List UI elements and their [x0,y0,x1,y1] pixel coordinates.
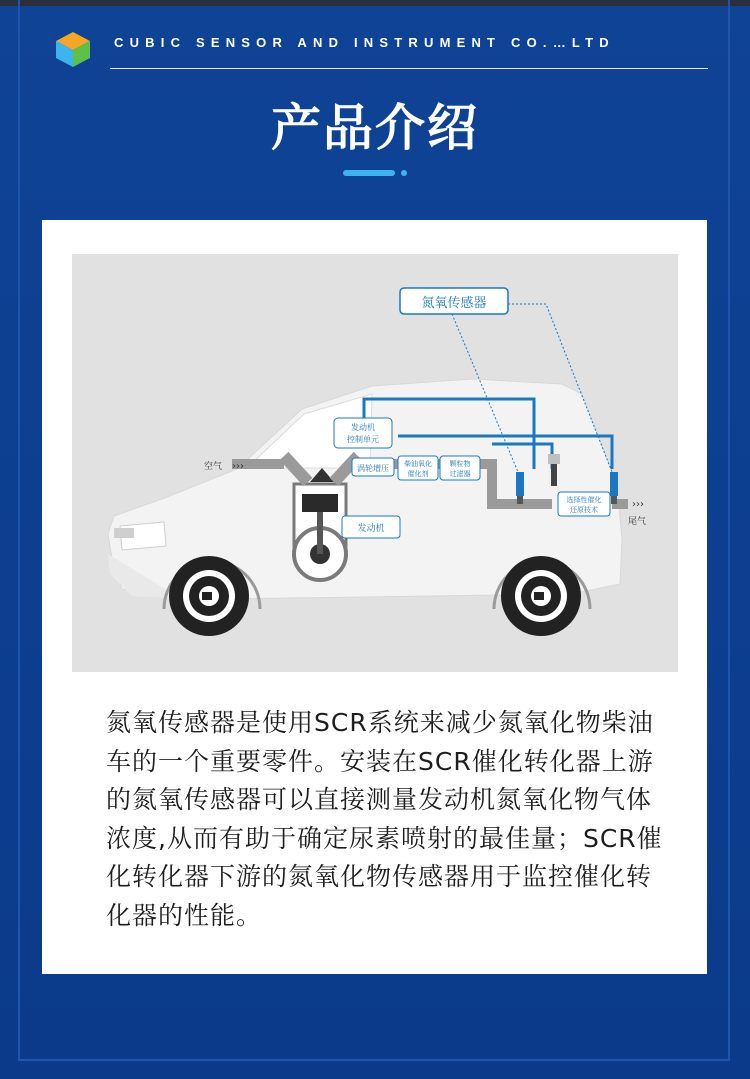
doc-label-1: 柴油氧化 [404,460,432,468]
page-title: 产品介绍 [271,99,479,157]
dpf-label-2: 过滤器 [449,470,471,478]
dpf-label-1: 颗粒物 [449,460,471,468]
exhaust-label: 尾气 [628,517,647,527]
company-name: CUBIC SENSOR AND INSTRUMENT CO.…LTD [114,35,615,50]
scr-label-1: 选择性催化 [566,496,602,504]
content-card [42,220,707,974]
dpf-box [440,456,480,480]
scr-label-2: 还原技术 [570,506,598,514]
product-description: 氮氧传感器是使用SCR系统来减少氮氧化物柴油车的一个重要零件。安装在SCR催化转化器上游的氮氧传感器可以直接测量发动机氮氧化物气体浓度,从而有助于确定尿素喷射的最佳量；SCR催化转化器下游的氮氧化物传感器用于监控催化转化器的性能。 [106,708,663,930]
exhaust-arrows: ››› [632,499,644,510]
sensor-title: 氮氧传感器 [421,296,487,311]
engine-label-box [342,516,400,538]
doc-label-2: 催化剂 [407,470,429,478]
doc-box [398,456,438,480]
header-divider [110,68,708,69]
title-underline-dash [343,170,395,176]
downstream-nox-sensor [610,472,618,504]
scr-box [558,492,610,516]
ecu-box [334,418,392,448]
ecu-label-2: 控制单元 [347,435,379,444]
cube-logo-icon [54,30,92,68]
engine-label: 发动机 [357,524,385,534]
air-label: 空气 [204,462,223,472]
nox-sensor-diagram [72,254,678,672]
ecu-label-1: 发动机 [351,423,375,432]
sensor-title-box [400,288,508,314]
turbo-box [352,458,394,476]
upstream-nox-sensor [516,472,524,504]
turbo-label: 涡轮增压 [357,464,389,473]
car-grille [114,528,134,538]
air-arrows: ››› [232,461,244,472]
title-underline-dot [401,170,407,176]
